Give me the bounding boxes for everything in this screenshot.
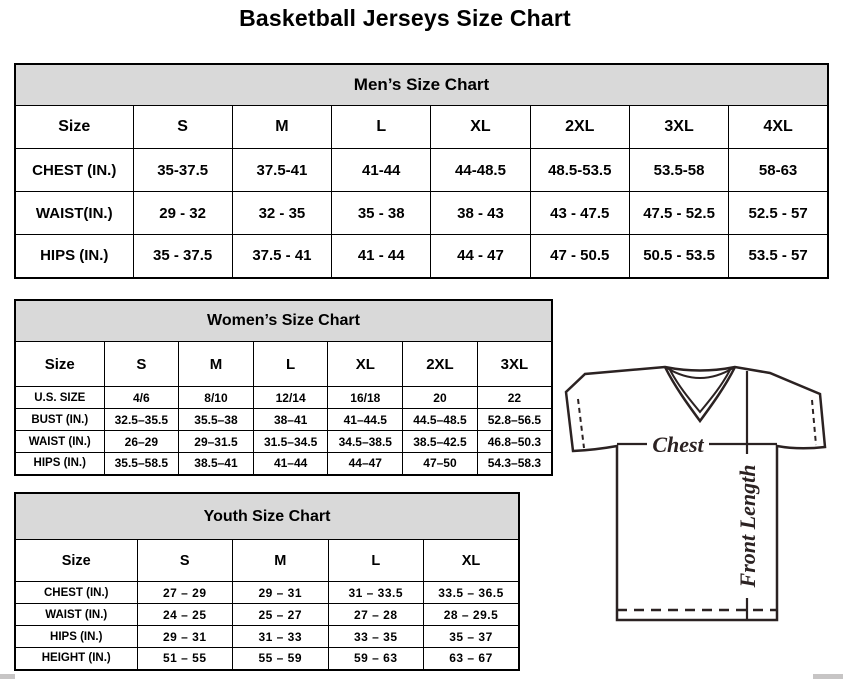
womens-size-table xyxy=(14,299,553,476)
size-column-header: 3XL xyxy=(629,106,728,149)
size-column-header: M xyxy=(233,540,329,582)
size-value-cell: 59 – 63 xyxy=(328,648,424,670)
size-column-header: S xyxy=(104,342,179,387)
size-column-header: XL xyxy=(424,540,520,582)
table-row xyxy=(15,387,552,409)
size-column-header: S xyxy=(133,106,232,149)
youth-table-title: Youth Size Chart xyxy=(15,493,519,540)
size-value-cell: 50.5 - 53.5 xyxy=(629,235,728,278)
size-value-cell: 33 – 35 xyxy=(328,626,424,648)
table-row xyxy=(15,192,828,235)
size-value-cell: 44.5–48.5 xyxy=(403,409,478,431)
size-value-cell: 4/6 xyxy=(104,387,179,409)
size-value-cell: 48.5-53.5 xyxy=(530,149,629,192)
size-value-cell: 35 – 37 xyxy=(424,626,520,648)
table-row xyxy=(15,604,519,626)
size-column-header: S xyxy=(137,540,233,582)
size-value-cell: 47 - 50.5 xyxy=(530,235,629,278)
table-row xyxy=(15,453,552,475)
size-corner-header: Size xyxy=(15,342,104,387)
size-column-header: XL xyxy=(328,342,403,387)
men-table-title: Men’s Size Chart xyxy=(15,64,828,106)
row-header: U.S. SIZE xyxy=(15,387,104,409)
size-value-cell: 51 – 55 xyxy=(137,648,233,670)
size-value-cell: 27 – 29 xyxy=(137,582,233,604)
size-value-cell: 37.5 - 41 xyxy=(232,235,331,278)
size-value-cell: 35.5–58.5 xyxy=(104,453,179,475)
size-value-cell: 12/14 xyxy=(253,387,328,409)
row-header: HEIGHT (IN.) xyxy=(15,648,137,670)
size-value-cell: 20 xyxy=(403,387,478,409)
size-value-cell: 32.5–35.5 xyxy=(104,409,179,431)
size-value-cell: 41–44 xyxy=(253,453,328,475)
size-value-cell: 41 - 44 xyxy=(332,235,431,278)
youth-size-table xyxy=(14,492,520,671)
size-value-cell: 33.5 – 36.5 xyxy=(424,582,520,604)
size-value-cell: 29 – 31 xyxy=(137,626,233,648)
row-header: CHEST (IN.) xyxy=(15,149,133,192)
size-value-cell: 31 – 33.5 xyxy=(328,582,424,604)
size-value-cell: 16/18 xyxy=(328,387,403,409)
size-value-cell: 27 – 28 xyxy=(328,604,424,626)
size-value-cell: 52.8–56.5 xyxy=(477,409,552,431)
size-value-cell: 52.5 - 57 xyxy=(729,192,828,235)
size-value-cell: 28 – 29.5 xyxy=(424,604,520,626)
size-column-header: L xyxy=(253,342,328,387)
row-header: CHEST (IN.) xyxy=(15,582,137,604)
size-value-cell: 31.5–34.5 xyxy=(253,431,328,453)
size-value-cell: 24 – 25 xyxy=(137,604,233,626)
size-value-cell: 35.5–38 xyxy=(179,409,254,431)
table-row xyxy=(15,626,519,648)
size-column-header: M xyxy=(232,106,331,149)
size-value-cell: 25 – 27 xyxy=(233,604,329,626)
size-value-cell: 35-37.5 xyxy=(133,149,232,192)
size-value-cell: 26–29 xyxy=(104,431,179,453)
page-title: Basketball Jerseys Size Chart xyxy=(239,5,571,31)
size-value-cell: 38–41 xyxy=(253,409,328,431)
size-column-header: 2XL xyxy=(403,342,478,387)
mens-size-table xyxy=(14,63,829,279)
front-length-label: Front Length xyxy=(735,464,760,588)
size-column-header: L xyxy=(328,540,424,582)
size-value-cell: 31 – 33 xyxy=(233,626,329,648)
row-header: HIPS (IN.) xyxy=(15,626,137,648)
size-value-cell: 63 – 67 xyxy=(424,648,520,670)
row-header: HIPS (IN.) xyxy=(15,235,133,278)
row-header: BUST (IN.) xyxy=(15,409,104,431)
size-column-header: XL xyxy=(431,106,530,149)
size-value-cell: 38.5–41 xyxy=(179,453,254,475)
size-value-cell: 58-63 xyxy=(729,149,828,192)
jersey-diagram xyxy=(563,358,839,626)
size-value-cell: 53.5-58 xyxy=(629,149,728,192)
horizontal-scrollbar-fragment-left[interactable] xyxy=(0,674,15,679)
size-value-cell: 47–50 xyxy=(403,453,478,475)
size-corner-header: Size xyxy=(15,106,133,149)
size-value-cell: 55 – 59 xyxy=(233,648,329,670)
size-value-cell: 35 - 38 xyxy=(332,192,431,235)
size-value-cell: 44–47 xyxy=(328,453,403,475)
size-value-cell: 53.5 - 57 xyxy=(729,235,828,278)
size-value-cell: 47.5 - 52.5 xyxy=(629,192,728,235)
size-value-cell: 38.5–42.5 xyxy=(403,431,478,453)
row-header: WAIST (IN.) xyxy=(15,431,104,453)
size-column-header: 4XL xyxy=(729,106,828,149)
size-column-header: 3XL xyxy=(477,342,552,387)
size-value-cell: 38 - 43 xyxy=(431,192,530,235)
size-column-header: M xyxy=(179,342,254,387)
size-value-cell: 41-44 xyxy=(332,149,431,192)
row-header: WAIST (IN.) xyxy=(15,604,137,626)
left-cuff-dash xyxy=(578,399,584,448)
size-value-cell: 32 - 35 xyxy=(232,192,331,235)
row-header: HIPS (IN.) xyxy=(15,453,104,475)
size-column-header: 2XL xyxy=(530,106,629,149)
table-row xyxy=(15,582,519,604)
table-row xyxy=(15,149,828,192)
table-row xyxy=(15,648,519,670)
chest-label: Chest xyxy=(652,432,704,457)
size-value-cell: 43 - 47.5 xyxy=(530,192,629,235)
size-value-cell: 41–44.5 xyxy=(328,409,403,431)
women-table-title: Women’s Size Chart xyxy=(15,300,552,342)
size-value-cell: 46.8–50.3 xyxy=(477,431,552,453)
size-value-cell: 29 – 31 xyxy=(233,582,329,604)
size-value-cell: 44-48.5 xyxy=(431,149,530,192)
right-cuff-dash xyxy=(812,400,816,445)
size-column-header: L xyxy=(332,106,431,149)
table-row xyxy=(15,409,552,431)
size-value-cell: 29 - 32 xyxy=(133,192,232,235)
size-value-cell: 44 - 47 xyxy=(431,235,530,278)
size-value-cell: 34.5–38.5 xyxy=(328,431,403,453)
horizontal-scrollbar-fragment-right[interactable] xyxy=(813,674,843,679)
table-row xyxy=(15,235,828,278)
size-value-cell: 22 xyxy=(477,387,552,409)
size-corner-header: Size xyxy=(15,540,137,582)
size-value-cell: 37.5-41 xyxy=(232,149,331,192)
size-value-cell: 35 - 37.5 xyxy=(133,235,232,278)
table-row xyxy=(15,431,552,453)
size-value-cell: 8/10 xyxy=(179,387,254,409)
row-header: WAIST(IN.) xyxy=(15,192,133,235)
size-value-cell: 29–31.5 xyxy=(179,431,254,453)
size-value-cell: 54.3–58.3 xyxy=(477,453,552,475)
